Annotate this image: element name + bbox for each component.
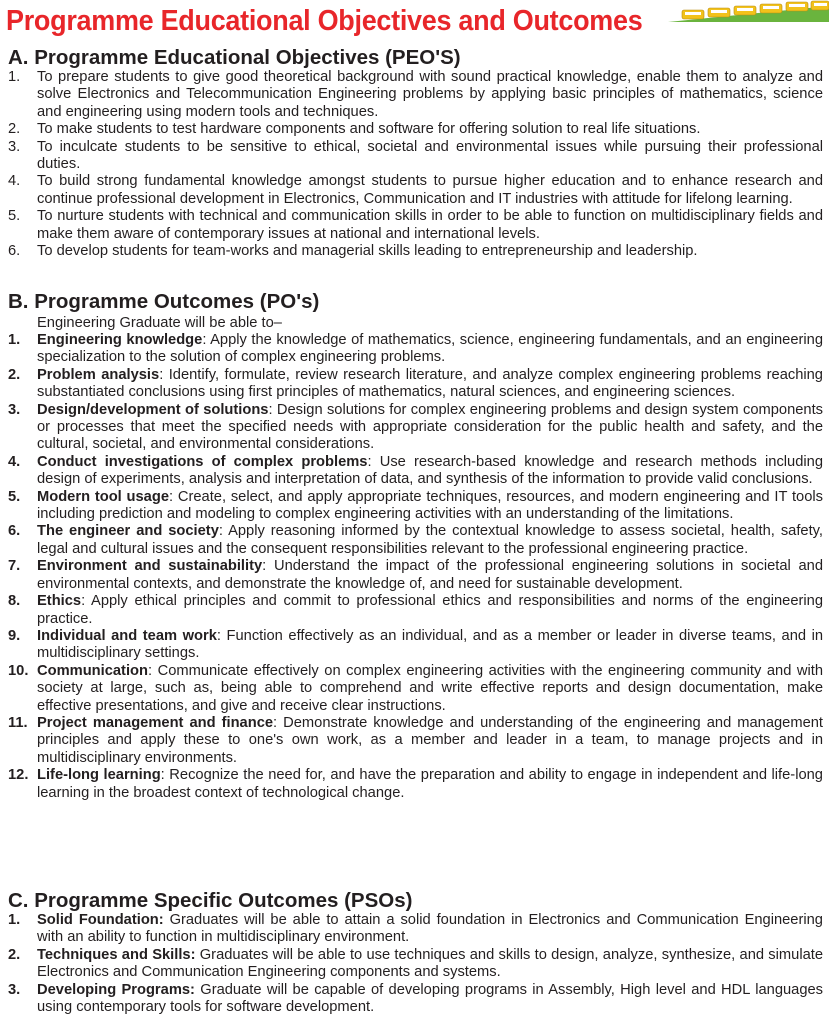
item-text: Understand the impact of the professional engineering solutions in societal and environmental contexts, and demonstrate the knowledge of, and need for sustainable development. (37, 558, 823, 592)
item-number: 3. (8, 138, 21, 155)
item-term: Life-long learning (37, 767, 161, 784)
item-term: Environment and sustainability (37, 558, 263, 575)
po-list (0, 332, 829, 802)
item-term: Problem analysis (37, 366, 160, 383)
item-number: 5. (8, 208, 21, 225)
list-item (0, 523, 829, 558)
list-item (0, 912, 829, 947)
item-number: 2. (8, 121, 21, 138)
item-text: To nurture students with technical and communication skills in order to be able to function on multidisciplinary fields and make them aware of contemporary issues at national and international levels. (37, 208, 823, 242)
list-item (0, 454, 829, 489)
item-number: 6. (8, 523, 21, 540)
item-text: Communicate effectively on complex engineering activities with the engineering community and with society at large, such as, being able to comprehend and write effective reports and design documentation, make effective presentations, and give and receive clear instructions. (37, 662, 823, 714)
list-item (0, 558, 829, 593)
item-number: 1. (8, 332, 21, 348)
item-separator: : (168, 488, 178, 505)
item-text: To make students to test hardware components and software for offering solution to real life situations. (37, 121, 701, 138)
list-item (0, 489, 829, 524)
item-text: Apply ethical principles and commit to professional ethics and responsibilities and norms of the engineering practice. (37, 593, 823, 627)
item-number: 7. (8, 558, 21, 575)
item-number: 9. (8, 627, 21, 644)
item-separator: : (160, 767, 170, 784)
item-text: Function effectively as an individual, and as a member or leader in diverse teams, and in multidisciplinary settings. (37, 627, 824, 662)
item-text: Apply reasoning informed by the contextual knowledge to assess societal, health, safety, legal and cultural issues and the consequent responsibilities relevant to the professional engineering practice. (37, 523, 823, 557)
item-separator: : (367, 453, 380, 470)
list-item (0, 663, 829, 715)
section-b-intro: Engineering Graduate will be able to– (37, 315, 282, 331)
item-separator: : (216, 627, 227, 644)
list-item (0, 208, 829, 243)
item-text: Recognize the need for, and have the preparation and ability to engage in independent and life-long learning in the broadest context of technological change. (37, 767, 823, 801)
list-item (0, 628, 829, 663)
item-term: Engineering knowledge (37, 332, 203, 348)
section-c-title: C. Programme Specific Outcomes (PSOs) (8, 889, 413, 912)
item-text: To develop students for team-works and managerial skills leading to entrepreneurship and leadership. (37, 243, 698, 260)
item-term: Modern tool usage (37, 488, 169, 505)
item-text: Apply the knowledge of mathematics, science, engineering fundamentals, and an engineering specialization to the solution of complex engineering problems. (37, 332, 823, 366)
item-text: Use research-based knowledge and research methods including design of experiments, analysis and interpretation of data, and synthesis of the information to provide valid conclusions. (37, 453, 823, 488)
list-item (0, 593, 829, 628)
list-item (0, 121, 829, 138)
list-item (0, 332, 829, 367)
item-separator: : (268, 401, 277, 418)
item-number: 4. (8, 173, 21, 190)
item-number: 5. (8, 488, 21, 505)
item-separator: : (81, 593, 92, 610)
item-term: Techniques and Skills: (37, 946, 196, 963)
item-separator: : (159, 366, 169, 383)
item-number: 3. (8, 401, 21, 418)
item-term: Individual and team work (37, 627, 217, 644)
item-number: 11. (8, 714, 28, 731)
item-term: Design/development of solutions (37, 401, 269, 418)
item-separator: : (273, 714, 284, 731)
item-text: Create, select, and apply appropriate techniques, resources, and modern engineering and IT tools including prediction and modeling to complex engineering activities with an understanding of the limitations. (37, 488, 823, 523)
item-text: Graduates will be able to use techniques and skills to design, analyze, synthesize, and simulate Electronics and Communication Engineering components and systems. (37, 946, 824, 981)
item-text: Design solutions for complex engineering problems and design system components or processes that meet the specified needs with appropriate consideration for the public health and safety, and the cultural, societal, and environmental considerations. (37, 401, 823, 453)
item-term: Communication (37, 662, 148, 679)
list-item (0, 69, 829, 121)
item-separator: : (262, 558, 274, 575)
item-number: 2. (8, 366, 21, 383)
item-number: 2. (8, 946, 21, 963)
item-text: Demonstrate knowledge and understanding of the engineering and management principles and apply these to one's own work, as a member and leader in a team, to manage projects and in multidisciplinary environments. (37, 714, 823, 766)
item-number: 3. (8, 981, 21, 998)
item-text: To inculcate students to be sensitive to ethical, societal and environmental issues while pursuing their professional duties. (37, 138, 823, 173)
list-item (0, 139, 829, 174)
item-term: The engineer and society (37, 523, 219, 540)
item-number: 8. (8, 593, 21, 610)
list-item (0, 982, 829, 1017)
pso-list (0, 912, 829, 1016)
list-item (0, 367, 829, 402)
peo-list (0, 69, 829, 260)
list-item (0, 173, 829, 208)
item-number: 1. (8, 69, 21, 85)
item-term: Conduct investigations of complex problems (37, 453, 368, 470)
item-separator: : (202, 332, 211, 348)
school-bus-row-icon (668, 0, 829, 22)
item-term: Developing Programs: (37, 981, 195, 998)
item-number: 10. (8, 662, 29, 679)
section-b-title: B. Programme Outcomes (PO's) (8, 290, 320, 313)
item-number: 4. (8, 453, 21, 470)
list-item (0, 767, 829, 802)
item-number: 6. (8, 243, 21, 260)
item-separator: : (147, 662, 158, 679)
list-item (0, 715, 829, 767)
list-item (0, 947, 829, 982)
list-item (0, 402, 829, 454)
item-text: To prepare students to give good theoretical background with sound practical knowledge, enable them to analyze and solve Electronics and Telecommunication Engineering problems by applying basic principles of mathematics, science and engineering using modern tools and techniques. (37, 69, 823, 120)
item-text: To build strong fundamental knowledge amongst students to pursue higher education and to enhance research and continue professional development in Electronics, Communication and IT industries with attitude for lifelong learning. (37, 173, 823, 207)
item-text: Graduates will be able to attain a solid foundation in Electronics and Communication Engineering with an ability to function in multidisciplinary environment. (37, 912, 823, 946)
item-text: Identify, formulate, review research literature, and analyze complex engineering problems reaching substantiated conclusions using first principles of mathematics, natural sciences, and engineering sciences. (37, 366, 823, 401)
section-a-title: A. Programme Educational Objectives (PEO'S) (8, 46, 461, 69)
page-title: Programme Educational Objectives and Outcomes (6, 5, 643, 37)
list-item (0, 243, 829, 260)
item-term: Ethics (37, 593, 82, 610)
item-term: Solid Foundation: (37, 912, 164, 928)
item-text: Graduate will be capable of developing programs in Assembly, High level and HDL languages using contemporary tools for software development. (37, 981, 823, 1016)
item-number: 12. (8, 767, 29, 784)
item-number: 1. (8, 912, 21, 928)
item-separator: : (218, 523, 229, 540)
item-term: Project management and finance (37, 714, 274, 731)
